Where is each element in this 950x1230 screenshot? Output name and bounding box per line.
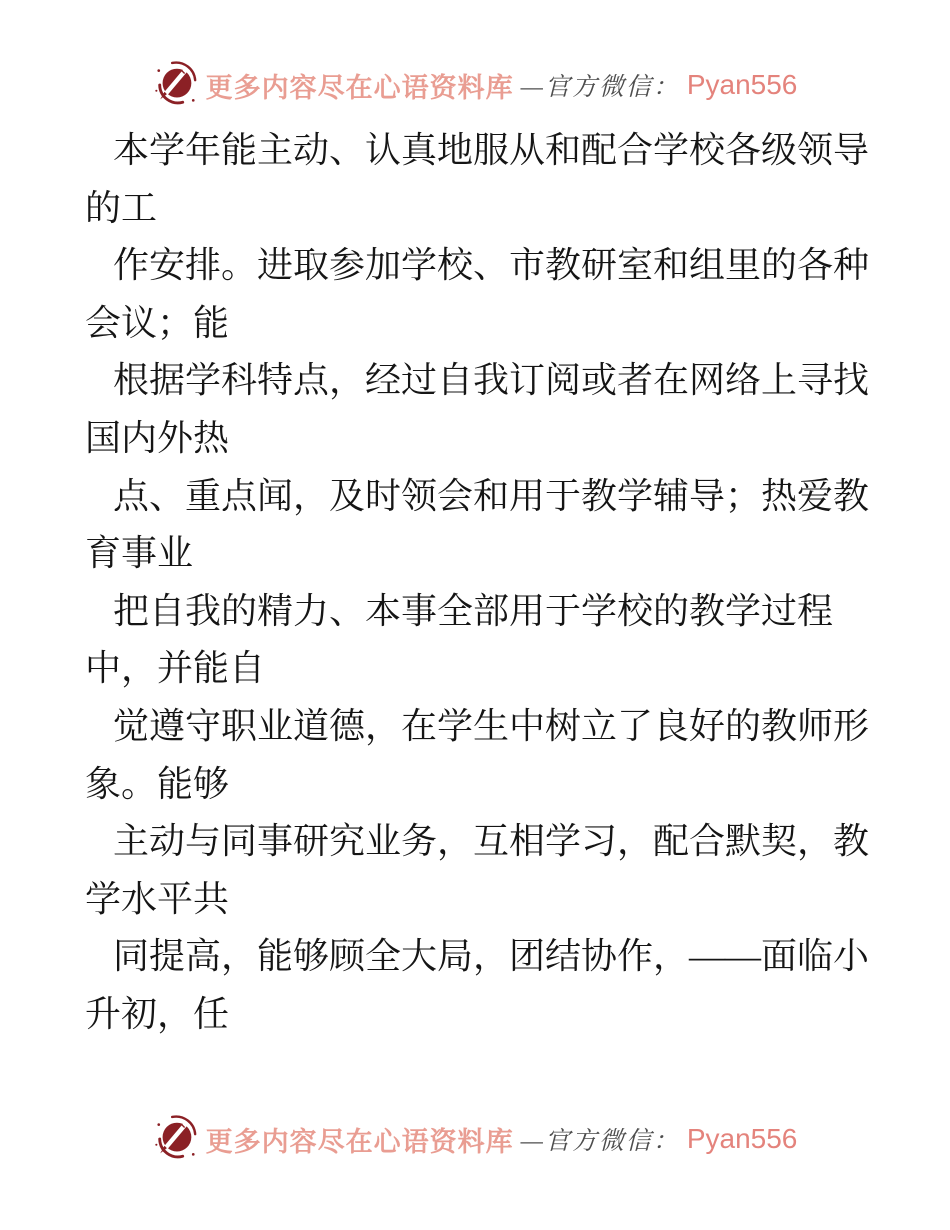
header-banner (0, 60, 950, 110)
document-line: 主动与同事研究业务，互相学习，配合默契，教 (113, 821, 870, 862)
document-line: 同提高，能够顾全大局，团结协作，——面临小 (113, 936, 870, 977)
document-line: 的工 (85, 187, 158, 228)
banner-wechat-label: —官方微信： (520, 1128, 680, 1155)
document-body (85, 122, 885, 1044)
document-line: 点、重点闻，及时领会和用于教学辅导；热爱教 (113, 475, 870, 516)
document-line: 本学年能主动、认真地服从和配合学校各级领导 (113, 130, 870, 170)
document-line: 觉遵守职业道德，在学生中树立了良好的教师形 (113, 705, 870, 746)
xinyu-pen-logo-icon (153, 1114, 199, 1164)
banner-wechat-id: Pyan556 (686, 69, 798, 100)
xinyu-pen-logo-icon (153, 60, 199, 110)
document-line: 育事业 (85, 533, 194, 574)
document-line: 把自我的精力、本事全部用于学校的教学过程 (113, 590, 834, 631)
document-line: 象。能够 (85, 763, 230, 804)
document-line: 会议；能 (85, 302, 230, 343)
banner-brand-text: 更多内容尽在心语资料库 (205, 72, 514, 103)
document-line: 升初，任 (85, 993, 230, 1034)
banner-brand-text: 更多内容尽在心语资料库 (205, 1126, 514, 1157)
footer-banner (0, 1114, 950, 1164)
document-line: 国内外热 (85, 417, 230, 458)
banner-wechat-id: Pyan556 (686, 1123, 798, 1154)
document-line: 作安排。进取参加学校、市教研室和组里的各种 (113, 245, 870, 286)
document-line: 根据学科特点，经过自我订阅或者在网络上寻找 (113, 360, 870, 401)
document-line: 中，并能自 (85, 648, 266, 689)
document-line: 学水平共 (85, 878, 230, 919)
banner-wechat-label: —官方微信： (520, 74, 680, 101)
